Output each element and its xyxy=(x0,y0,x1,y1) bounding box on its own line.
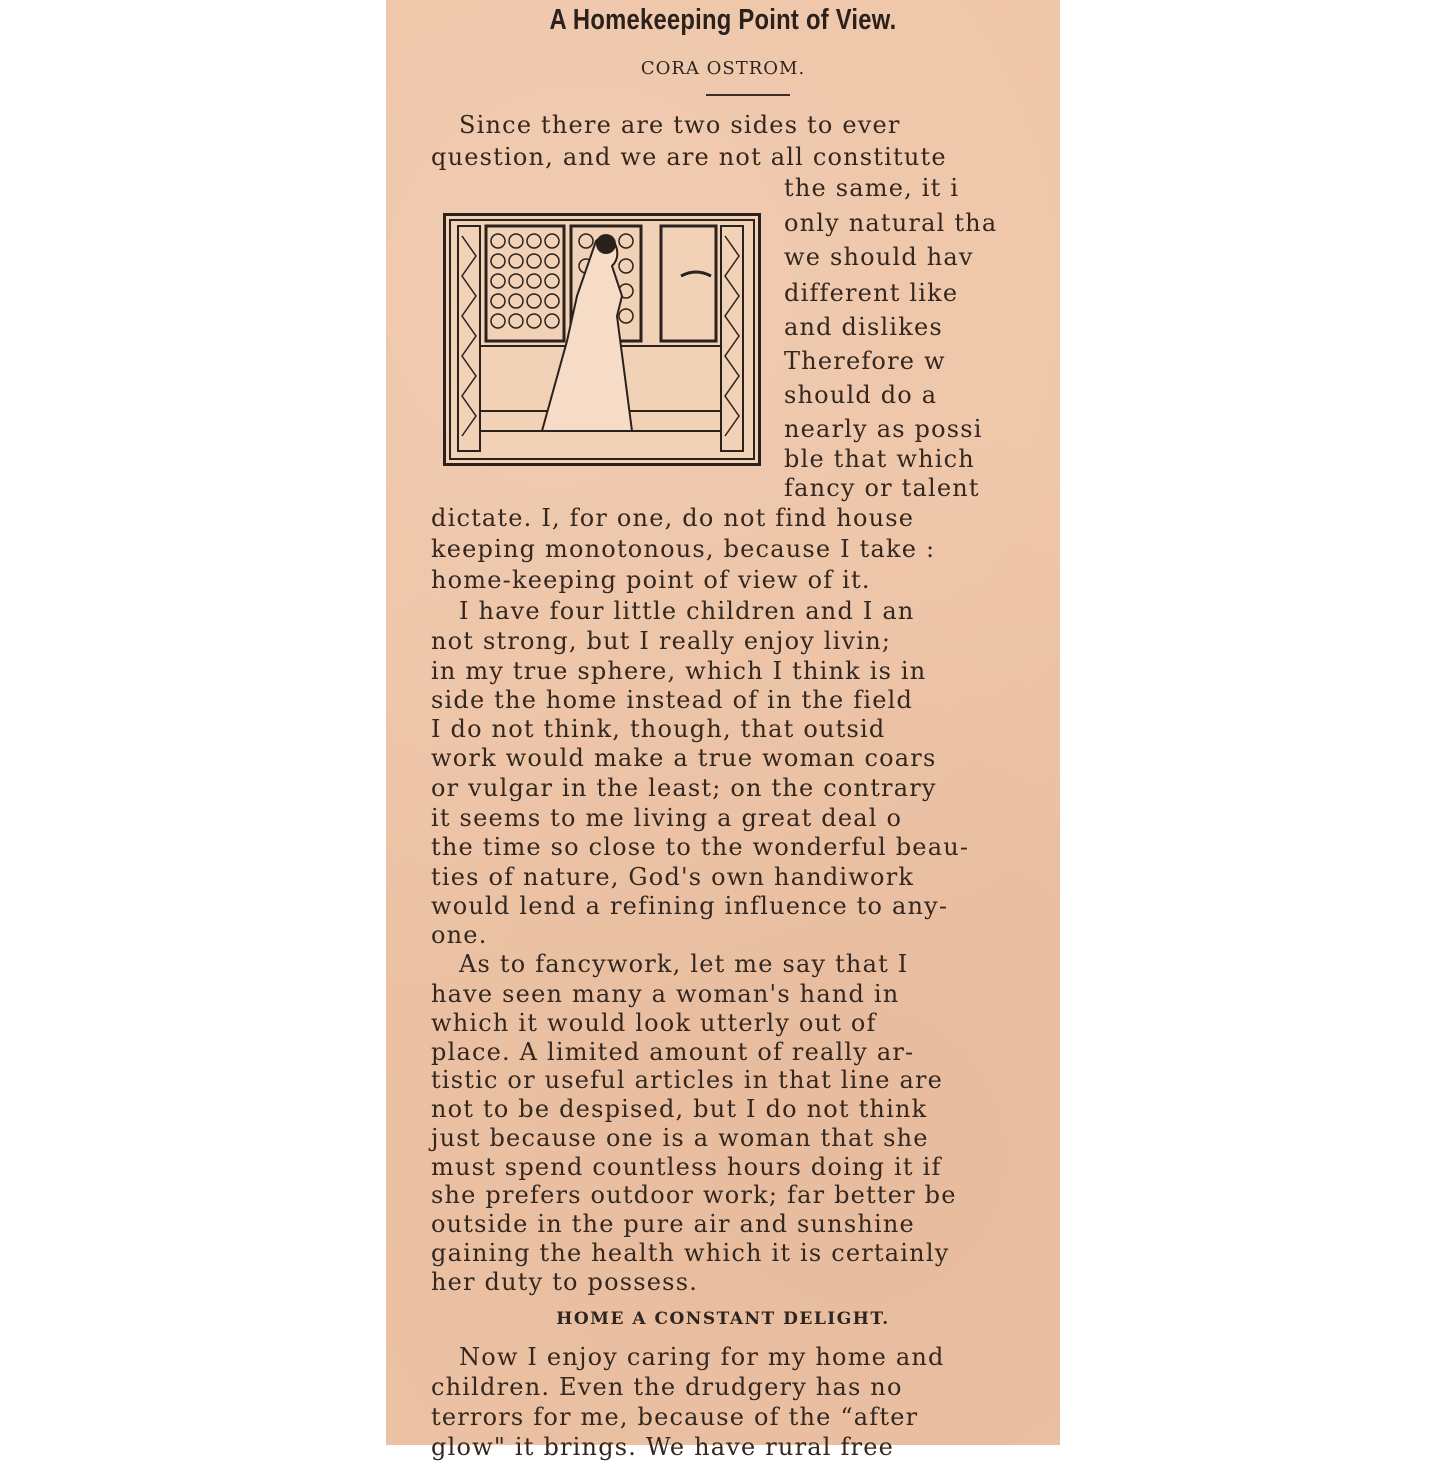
text-line: Now I enjoy caring for my home and xyxy=(459,1343,945,1371)
text-line: nearly as possi xyxy=(784,415,983,443)
text-line: her duty to possess. xyxy=(431,1268,699,1296)
text-line: have seen many a woman's hand in xyxy=(431,980,900,1008)
text-line: outside in the pure air and sunshine xyxy=(431,1210,915,1238)
text-line: ties of nature, God's own handiwork xyxy=(431,863,915,891)
text-line: not to be despised, but I do not think xyxy=(431,1095,928,1123)
text-line: and dislikes xyxy=(784,313,943,341)
text-line: dictate. I, for one, do not find house xyxy=(431,504,915,532)
text-line: tistic or useful articles in that line are xyxy=(431,1066,944,1094)
headline: A Homekeeping Point of View. xyxy=(549,4,897,36)
text-line: in my true sphere, which I think is in xyxy=(431,657,927,685)
text-line: question, and we are not all constitute xyxy=(431,143,947,171)
text-line: Therefore w xyxy=(784,347,946,375)
text-line: different like xyxy=(784,279,959,307)
text-line: I do not think, though, that outsid xyxy=(431,715,886,743)
text-line: keeping monotonous, because I take : xyxy=(431,535,936,563)
text-line: fancy or talent xyxy=(784,474,980,502)
text-line: terrors for me, because of the “after xyxy=(431,1403,919,1431)
text-line: ble that which xyxy=(784,445,975,473)
section-subheading: HOME A CONSTANT DELIGHT. xyxy=(556,1309,890,1329)
text-line: I have four little children and I an xyxy=(459,597,915,625)
divider-rule xyxy=(706,94,790,96)
text-line: children. Even the drudgery has no xyxy=(431,1373,903,1401)
text-line: glow" it brings. We have rural free xyxy=(431,1433,895,1461)
text-line: or vulgar in the least; on the contrary xyxy=(431,774,937,802)
text-line: she prefers outdoor work; far better be xyxy=(431,1181,957,1209)
text-line: home-keeping point of view of it. xyxy=(431,566,871,594)
text-line: must spend countless hours doing it if xyxy=(431,1153,942,1181)
newspaper-clipping xyxy=(386,0,1060,1461)
text-line: which it would look utterly out of xyxy=(431,1009,877,1037)
text-line: side the home instead of in the field xyxy=(431,686,914,714)
text-line: one. xyxy=(431,921,488,949)
text-line: the time so close to the wonderful beau- xyxy=(431,833,970,861)
text-line: Since there are two sides to ever xyxy=(459,111,901,139)
text-line: As to fancywork, let me say that I xyxy=(459,950,909,978)
text-line: place. A limited amount of really ar- xyxy=(431,1038,915,1066)
text-line: the same, it i xyxy=(784,174,960,202)
byline: CORA OSTROM. xyxy=(640,58,806,79)
text-line: gaining the health which it is certainly xyxy=(431,1239,950,1267)
text-line: would lend a refining influence to any- xyxy=(431,892,949,920)
text-line: it seems to me living a great deal o xyxy=(431,804,903,832)
text-line: should do a xyxy=(784,381,938,409)
text-line: not strong, but I really enjoy livin; xyxy=(431,627,892,655)
text-line: only natural tha xyxy=(784,209,998,237)
text-line: work would make a true woman coars xyxy=(431,744,937,772)
woman-at-window-illustration xyxy=(443,213,761,466)
text-line: just because one is a woman that she xyxy=(431,1124,929,1152)
text-line: we should hav xyxy=(784,243,974,271)
